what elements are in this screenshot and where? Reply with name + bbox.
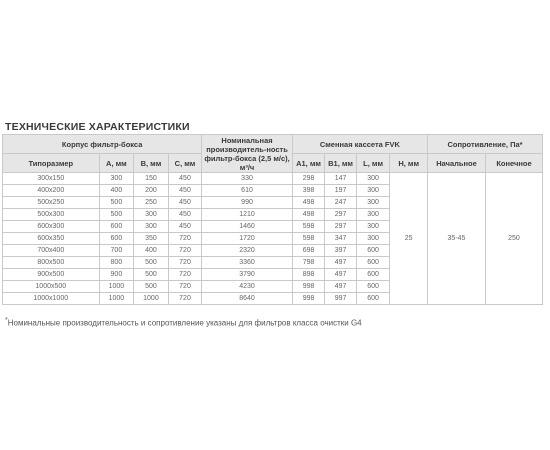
cell-cap: 1460 [202,221,292,233]
header-row-groups [3,135,543,154]
header-a1: А1, мм [292,154,325,173]
cell-b: 300 [134,221,169,233]
cell-l: 600 [356,281,390,293]
cell-a1: 698 [292,245,325,257]
group-header-resistance: Сопротивление, Па* [428,135,543,154]
table-row [3,173,543,185]
cell-l: 300 [356,197,390,209]
cell-l: 600 [356,257,390,269]
header-initial: Начальное [428,154,486,173]
cell-b1: 497 [325,269,357,281]
cell-b1: 997 [325,293,357,305]
cell-size: 600x300 [3,221,100,233]
cell-a1: 898 [292,269,325,281]
cell-c: 720 [168,293,202,305]
header-final: Конечное [485,154,542,173]
cell-cap: 3790 [202,269,292,281]
cell-a1: 498 [292,209,325,221]
header-b1: В1, мм [325,154,357,173]
footnote-asterisk: * [5,317,8,324]
cell-a: 1000 [99,281,134,293]
cell-b: 1000 [134,293,169,305]
group-header-cassette: Сменная кассета FVK [292,135,427,154]
cell-l: 300 [356,185,390,197]
header-c: С, мм [168,154,202,173]
cell-cap: 1210 [202,209,292,221]
cell-size: 800x500 [3,257,100,269]
cell-a: 600 [99,221,134,233]
cell-a: 300 [99,173,134,185]
cell-cap: 8640 [202,293,292,305]
spec-table-body [3,173,543,305]
cell-a: 500 [99,197,134,209]
header-a: А, мм [99,154,134,173]
cell-l: 300 [356,209,390,221]
cell-c: 450 [168,173,202,185]
cell-b: 500 [134,257,169,269]
page-title: ТЕХНИЧЕСКИЕ ХАРАКТЕРИСТИКИ [5,121,190,133]
cell-b1: 497 [325,281,357,293]
cell-l: 600 [356,245,390,257]
cell-h: 25 [390,173,428,305]
cell-b1: 497 [325,257,357,269]
cell-a: 400 [99,185,134,197]
footnote-text: Номинальные производительность и сопротивление указаны для фильтров класса очистки G4 [7,318,362,328]
cell-l: 600 [356,269,390,281]
group-header-body: Корпус фильтр-бокса [3,135,202,154]
cell-b1: 397 [325,245,357,257]
cell-a: 500 [99,209,134,221]
cell-b: 400 [134,245,169,257]
cell-size: 1000x500 [3,281,100,293]
header-b: В, мм [134,154,169,173]
cell-cap: 990 [202,197,292,209]
header-size: Типоразмер [3,154,100,173]
cell-cap: 4230 [202,281,292,293]
cell-l: 300 [356,221,390,233]
cell-b1: 197 [325,185,357,197]
cell-c: 720 [168,257,202,269]
cell-c: 450 [168,185,202,197]
cell-a1: 998 [292,281,325,293]
cell-a1: 398 [292,185,325,197]
cell-c: 450 [168,197,202,209]
cell-b1: 247 [325,197,357,209]
cell-b: 350 [134,233,169,245]
cell-c: 720 [168,245,202,257]
cell-cap: 2320 [202,245,292,257]
cell-c: 720 [168,233,202,245]
cell-a1: 598 [292,221,325,233]
spec-table [2,134,543,305]
cell-cap: 1720 [202,233,292,245]
cell-b: 150 [134,173,169,185]
cell-c: 450 [168,209,202,221]
cell-a: 600 [99,233,134,245]
cell-b1: 347 [325,233,357,245]
cell-b: 300 [134,209,169,221]
cell-final: 250 [485,173,542,305]
cell-b: 500 [134,281,169,293]
cell-b: 500 [134,269,169,281]
cell-cap: 3360 [202,257,292,269]
cell-size: 900x500 [3,269,100,281]
cell-a: 800 [99,257,134,269]
header-h: Н, мм [390,154,428,173]
cell-b: 250 [134,197,169,209]
cell-b1: 147 [325,173,357,185]
cell-c: 720 [168,269,202,281]
cell-size: 700x400 [3,245,100,257]
cell-l: 300 [356,233,390,245]
header-l: L, мм [356,154,390,173]
footnote [5,317,362,328]
cell-b1: 297 [325,221,357,233]
cell-l: 600 [356,293,390,305]
cell-a1: 498 [292,197,325,209]
cell-l: 300 [356,173,390,185]
cell-size: 400x200 [3,185,100,197]
cell-a: 1000 [99,293,134,305]
cell-b1: 297 [325,209,357,221]
cell-a: 700 [99,245,134,257]
cell-a1: 798 [292,257,325,269]
cell-cap: 330 [202,173,292,185]
cell-size: 300x150 [3,173,100,185]
cell-size: 500x250 [3,197,100,209]
header-capacity: Номинальная производитель-ность фильтр-бокса (2,5 м/с), м³/ч [202,135,292,173]
cell-initial: 35-45 [428,173,486,305]
cell-a1: 998 [292,293,325,305]
cell-a: 900 [99,269,134,281]
cell-a1: 598 [292,233,325,245]
cell-size: 500x300 [3,209,100,221]
cell-cap: 610 [202,185,292,197]
cell-c: 450 [168,221,202,233]
cell-b: 200 [134,185,169,197]
cell-a1: 298 [292,173,325,185]
cell-size: 1000x1000 [3,293,100,305]
cell-size: 600x350 [3,233,100,245]
cell-c: 720 [168,281,202,293]
